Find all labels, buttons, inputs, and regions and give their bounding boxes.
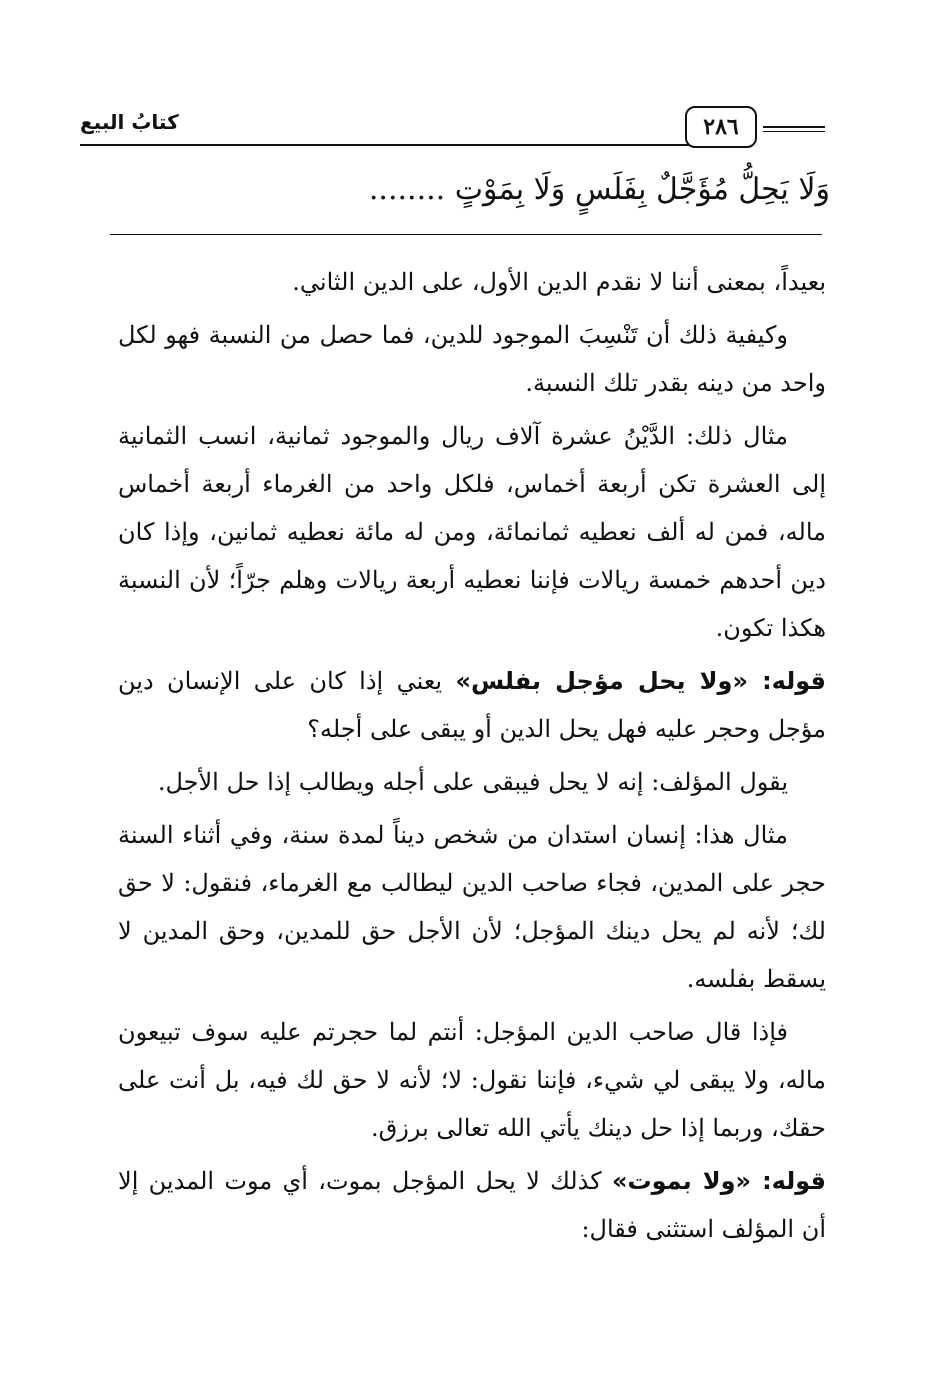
header-divider-short xyxy=(763,126,825,132)
paragraph xyxy=(118,311,826,407)
paragraph-text: يعني إذا كان على الإنسان دين مؤجل وحجر عليه فهل يحل الدين أو يبقى على أجله؟ xyxy=(118,667,826,743)
paragraph-lead: قوله: «ولا يحل مؤجل بفلس» xyxy=(455,667,827,695)
paragraph-text: وكيفية ذلك أن تَنْسِبَ الموجود للدين، فما حصل من النسبة فهو لكل واحد من دينه بقدر تلك النسبة. xyxy=(118,321,826,397)
paragraph-text: مثال هذا: إنسان استدان من شخص ديناً لمدة سنة، وفي أثناء السنة حجر على المدين، فجاء صاحب الدين ليطالب مع الغرماء، فنقول: لا حق لك؛ لأنه لم يحل دينك المؤجل؛ لأن الأجل حق للمدين، وحق المدين لا يسقط بفلسه. xyxy=(118,821,827,993)
paragraph xyxy=(118,811,826,1003)
paragraph-lead: قوله: «ولا بموت» xyxy=(611,1167,827,1195)
paragraph xyxy=(118,758,826,806)
paragraph xyxy=(118,412,826,652)
paragraph xyxy=(118,258,826,306)
commentary-body xyxy=(118,258,826,1258)
header-divider xyxy=(80,144,690,146)
paragraph-text: مثال ذلك: الدَّيْنُ عشرة آلاف ريال والموجود ثمانية، انسب الثمانية إلى العشرة تكن أربعة أخماس، فلكل واحد من الغرماء أربعة أخماس ماله، فمن له ألف نعطيه ثمانمائة، ومن له مائة نعطيه ثمانين، وإذا كان دين أحدهم خمسة ريالات فإننا نعطيه أربعة ريالات وهلم جرّاً؛ لأن النسبة هكذا تكون. xyxy=(118,422,826,642)
matn-text: وَلَا يَحِلُّ مُؤَجَّلٌ بِفَلَسٍ وَلَا بِمَوْتٍ ........ xyxy=(368,172,830,207)
book-title: كتابُ البيع xyxy=(80,110,179,134)
matn-divider xyxy=(110,234,822,235)
page-number: ٢٨٦ xyxy=(685,106,757,148)
paragraph-text: يقول المؤلف: إنه لا يحل فيبقى على أجله ويطالب إذا حل الأجل. xyxy=(157,768,788,796)
page-header xyxy=(80,100,825,152)
paragraph xyxy=(118,657,826,753)
paragraph-text: بعيداً، بمعنى أننا لا نقدم الدين الأول، على الدين الثاني. xyxy=(292,268,826,296)
paragraph xyxy=(118,1008,826,1152)
paragraph xyxy=(118,1157,826,1253)
paragraph-text: كذلك لا يحل المؤجل بموت، أي موت المدين إلا أن المؤلف استثنى فقال: xyxy=(118,1167,826,1243)
paragraph-text: فإذا قال صاحب الدين المؤجل: أنتم لما حجرتم عليه سوف تبيعون ماله، ولا يبقى لي شيء، فإننا نقول: لا؛ لأنه لا حق لك فيه، بل أنت على حقك، وربما إذا حل دينك يأتي الله تعالى برزق. xyxy=(118,1018,826,1142)
